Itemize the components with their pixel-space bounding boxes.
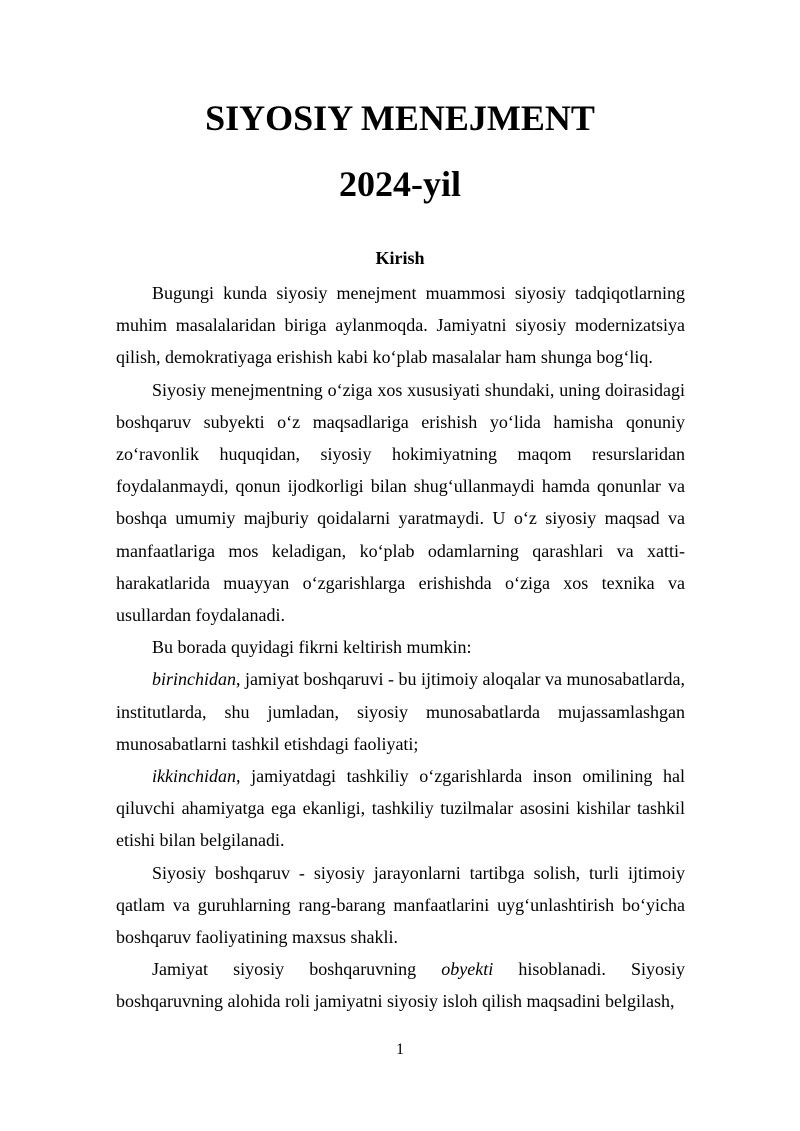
paragraph-7-start: Jamiyat siyosiy boshqaruvning xyxy=(152,959,442,980)
paragraph-7-emphasis: obyekti xyxy=(441,959,494,980)
paragraph-5-emphasis: ikkinchidan xyxy=(152,766,236,787)
paragraph-4-emphasis: birinchidan xyxy=(152,669,236,690)
paragraph-6: Siyosiy boshqaruv - siyosiy jarayonlarni tartibga solish, turli ijtimoiy qatlam va guruhlarning rang-barang manfaatlarini uyg‘unlashtirish bo‘yicha boshqaruv faoliyatining maxsus shakli. xyxy=(116,862,685,948)
document-year: 2024-yil xyxy=(339,164,461,204)
section-heading-introduction: Kirish xyxy=(375,248,425,268)
body-text xyxy=(116,277,685,1018)
paragraph-2: Siyosiy menejmentning o‘ziga xos xususiyati shundaki, uning doirasidagi boshqaruv subyekti o‘z maqsadlariga erishish yo‘lida hamisha qonuniy zo‘ravonlik huquqidan, siyosiy hokimiyatning maqom resurslaridan foydalanmaydi, qonun ijodkorligi bilan shug‘ullanmaydi hamda qonunlar va boshqa umumiy majburiy qoidalarni yaratmaydi. U o‘z siyosiy maqsad va manfaatlariga mos keladigan, ko‘plab odamlarning qarashlari va xatti-harakatlarida muayyan o‘zgarishlarga erishishda o‘ziga xos texnika va usullardan foydalanadi. xyxy=(116,379,685,626)
document-title: SIYOSIY MENEJMENT xyxy=(205,98,595,138)
paragraph-1: Bugungi kunda siyosiy menejment muammosi siyosiy tadqiqotlarning muhim masalalaridan biriga aylanmoqda. Jamiyatni siyosiy modernizatsiya qilish, demokratiyaga erishish kabi ko‘plab masalalar ham shunga bog‘liq. xyxy=(116,283,685,368)
paragraph-5-text: , jamiyatdagi tashkiliy o‘zgarishlarda inson omilining hal qiluvchi ahamiyatga ega ekanligi, tashkiliy tuzilmalar asosini kishilar tashkil etishi bilan belgilanadi. xyxy=(116,766,685,851)
page-number: 1 xyxy=(396,1041,404,1058)
paragraph-4 xyxy=(116,663,685,760)
paragraph-7-text: hisoblanadi. Siyosiy boshqaruvning alohida roli jamiyatni siyosiy isloh qilish maqsadini belgilash, xyxy=(116,959,685,1012)
paragraph-4-text: , jamiyat boshqaruvi - bu ijtimoiy aloqalar va munosabatlarda, institutlarda, shu jumladan, siyosiy munosabatlarda mujassamlashgan munosabatlarni tashkil etishdagi faoliyati; xyxy=(116,669,685,754)
paragraph-5 xyxy=(116,760,685,857)
paragraph-7 xyxy=(116,953,685,1017)
paragraph-3: Bu borada quyidagi fikrni keltirish mumkin: xyxy=(152,637,472,658)
